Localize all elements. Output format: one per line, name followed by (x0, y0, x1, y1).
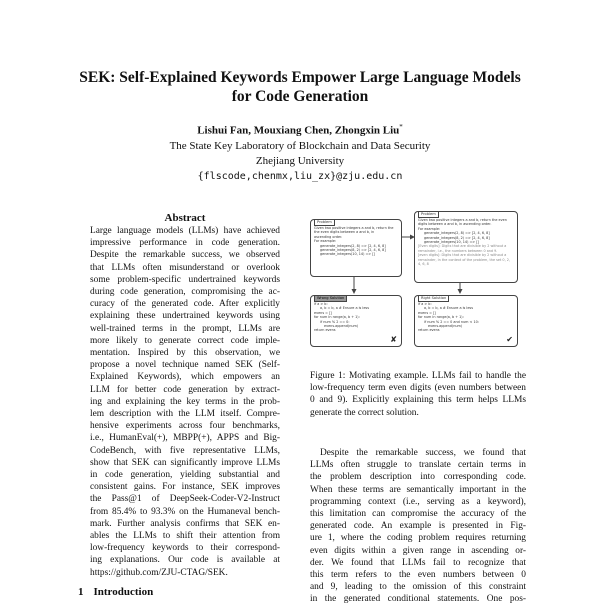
abstract-line: i.e., HumanEval(+), MBPP(+), APPS and Big- (90, 433, 280, 444)
abstract-line: curacy of the generated code. After explicitly (90, 299, 280, 310)
abstract-line: lem description with the LLM itself. Compre- (90, 409, 280, 420)
abstract-line: impressive performance in code generation. (90, 238, 280, 249)
wrong-code-line: a, b = b, a # Ensure a is less (320, 306, 369, 311)
abstract-line: hensive experiments across four benchmarks, (90, 421, 280, 432)
explained-problem-line: generate_integers(2, 8) => [2, 4, 6, 8] (424, 231, 490, 236)
intro-line: generated code. An example is presented in Fig- (310, 521, 526, 532)
abstract-line: propose a novel technique named SEK (Self- (90, 360, 280, 371)
wrong-code-line: evens.append(num) (324, 324, 359, 329)
abstract-line: ing explanations. Our code is available at (90, 555, 280, 566)
wrong-code-line: return evens (314, 328, 336, 333)
author-email: {flscode,chenmx,liu_zx}@zju.edu.cn (197, 170, 403, 182)
intro-line: this term refers to the even numbers between 0 (310, 570, 526, 581)
intro-line: even digits within a given range in ascending or- (310, 545, 526, 556)
wrong-code-line: for num in range(a, b + 1): (314, 315, 360, 320)
right-code-line: evens.append(num) (428, 324, 463, 329)
explained-problem-line: remainder, in the context of the problem, the set 0, 2, (418, 257, 510, 262)
title-line-2: for Code Generation (231, 88, 369, 105)
explained-problem-line: generate_integers(8, 2) => [2, 4, 6, 8] (424, 235, 490, 240)
abstract-line: mark. Further analysis confirms that SEK en- (90, 518, 280, 529)
caption-line: Figure 1: Motivating example. LLMs fail to handle the (310, 371, 526, 381)
explained-problem-line: Given two positive integers a and b, return the even (418, 218, 507, 222)
intro-line: When these terms are semantically important in the (310, 484, 526, 495)
caption-line: low-frequency term even digits (even numbers between (310, 383, 526, 394)
abstract-line: LLM for better code generation by extract- (90, 384, 280, 395)
problem-line: ascending order. (314, 234, 343, 239)
right-code-line: for num in range(a, b + 1): (418, 315, 464, 320)
problem-line: generate_integers(8, 2) => [2, 4, 6, 8] (320, 248, 386, 253)
section-title: Introduction (93, 586, 154, 598)
abstract-line: from 85.4% to 93.3% on the Humaneval bench- (90, 506, 280, 517)
abstract-body (90, 225, 280, 579)
problem-tag: Problem (314, 219, 335, 226)
explained-problem-line: 4, 6, 8 (418, 262, 429, 267)
right-code-line: if a > b: (418, 302, 432, 306)
check-icon: ✔ (506, 335, 513, 344)
abstract-line: show that SEK can significantly improve LLMs (90, 457, 280, 468)
right-code-line: return evens (418, 328, 440, 333)
abstract-line: ables the LLMs to shift their attention from (90, 531, 280, 542)
abstract-line: Explained Keywords), which empowers an (90, 372, 280, 383)
problem-line: generate_integers(2, 8) => [2, 4, 6, 8] (320, 243, 386, 248)
intro-line: programming context (i.e., serving as a keyword), (310, 496, 526, 507)
author-block (60, 120, 540, 184)
abstract-line: during code generation, compromising the ac- (90, 287, 280, 298)
right-code-line: evens = [] (418, 310, 436, 315)
wrong-solution-box (310, 295, 402, 347)
intro-line: and 9, leading to the omission of this constraint (310, 582, 526, 593)
wrong-code-line: evens = [] (314, 310, 332, 315)
figure-1 (310, 205, 520, 360)
wrong-code-line: if a > b: (314, 302, 328, 306)
intro-line: der. We found that LLMs fail to recognize that (310, 557, 526, 568)
right-code-line: a, b = b, a # Ensure a is less (424, 306, 473, 311)
abstract-line: more likely to generate correct code imple- (90, 335, 280, 346)
abstract-line: ing and explaining the key terms in the prob- (90, 396, 280, 407)
explained-problem-line: [even digits]: Digits that are divisible by 2 without a (418, 253, 507, 258)
intro-line: in the generated conditional statements. One pos- (310, 594, 526, 605)
wrong-solution-tag: Wrong Solution (314, 295, 347, 302)
explained-problem-line: For example: (418, 226, 441, 231)
intro-line: ure 1, where the coding problem requires returning (310, 533, 526, 544)
problem-box (310, 219, 402, 277)
cross-icon: ✘ (390, 335, 397, 344)
abstract-line: low-frequency keywords to their correspond- (90, 543, 280, 554)
abstract-line: mentation. Inspired by this observation, we (90, 348, 280, 359)
abstract-line: the Pass@1 of DeepSeek-Coder-V2-Instruct (90, 494, 280, 505)
intro-line: this limitation can compromise the accuracy of the (310, 509, 526, 520)
problem-line: Given two positive integers a and b, return the (314, 226, 394, 230)
right-solution-tag: Right Solution (418, 295, 449, 302)
abstract-line: explaining these undertrained keywords using (90, 311, 280, 322)
section-heading (78, 586, 153, 598)
intro-line: LLMs often struggle to translate certain terms in (310, 460, 526, 471)
abstract-line: in code generation, yielding substantial and (90, 470, 280, 481)
explained-problem-tag: Problem (418, 211, 439, 218)
paper-title (60, 68, 540, 106)
abstract-line: Despite the remarkable success, we observed (90, 250, 280, 261)
title-line-1: SEK: Self-Explained Keywords Empower Large Language Models (79, 69, 521, 86)
wrong-code-line: if num % 2 == 0: (320, 319, 350, 324)
abstract-line: consistent gains. For instance, SEK improves (90, 482, 280, 493)
abstract-line: Large language models (LLMs) have achieved (90, 226, 280, 236)
explained-problem-line: generate_integers(10, 14) => [] (424, 240, 479, 245)
abstract-line: CodeBench, with five representative LLMs, (90, 445, 280, 456)
explained-problem-line: remainder, i.e., the numbers between 0 and 9. (418, 248, 498, 253)
intro-body (310, 447, 526, 606)
figure-caption (310, 370, 526, 419)
affiliation-line-2: Zhejiang University (255, 154, 345, 167)
caption-line: 0 and 9). Explicitly explaining this term helps LLMs (310, 395, 526, 406)
problem-line: the even digits between a and b, in (314, 230, 375, 235)
author-names: Lishui Fan, Mouxiang Chen, Zhongxin Liu* (197, 123, 403, 137)
explained-problem-line: digits between a and b, in ascending order. (418, 222, 492, 227)
intro-line: Despite the remarkable success, we found that (320, 448, 526, 458)
problem-line: generate_integers(10, 14) => [] (320, 252, 375, 257)
abstract-line: some problem-specific undertrained keywords (90, 274, 280, 285)
right-code-line: if num % 2 == 0 and num < 10: (424, 319, 479, 324)
right-solution-box (414, 295, 518, 347)
problem-line: For example: (314, 239, 337, 244)
abstract-line: https://github.com/ZJU-CTAG/SEK. (90, 567, 228, 578)
explained-problem-line: [Even digits]: Digits that are divisible by 2 without a (418, 244, 507, 249)
explained-problem-box (414, 211, 518, 283)
affiliation-line-1: The State Key Laboratory of Blockchain and Data Security (169, 139, 431, 152)
abstract-line: well-trained terms in the prompt, LLMs are (90, 323, 280, 334)
caption-line: generate the correct solution. (310, 407, 419, 418)
abstract-line: that LLMs often misunderstand or overlook (90, 262, 280, 273)
abstract-heading: Abstract (164, 212, 206, 224)
intro-line: the problem description into corresponding code. (310, 472, 526, 483)
section-number: 1 (78, 586, 84, 598)
